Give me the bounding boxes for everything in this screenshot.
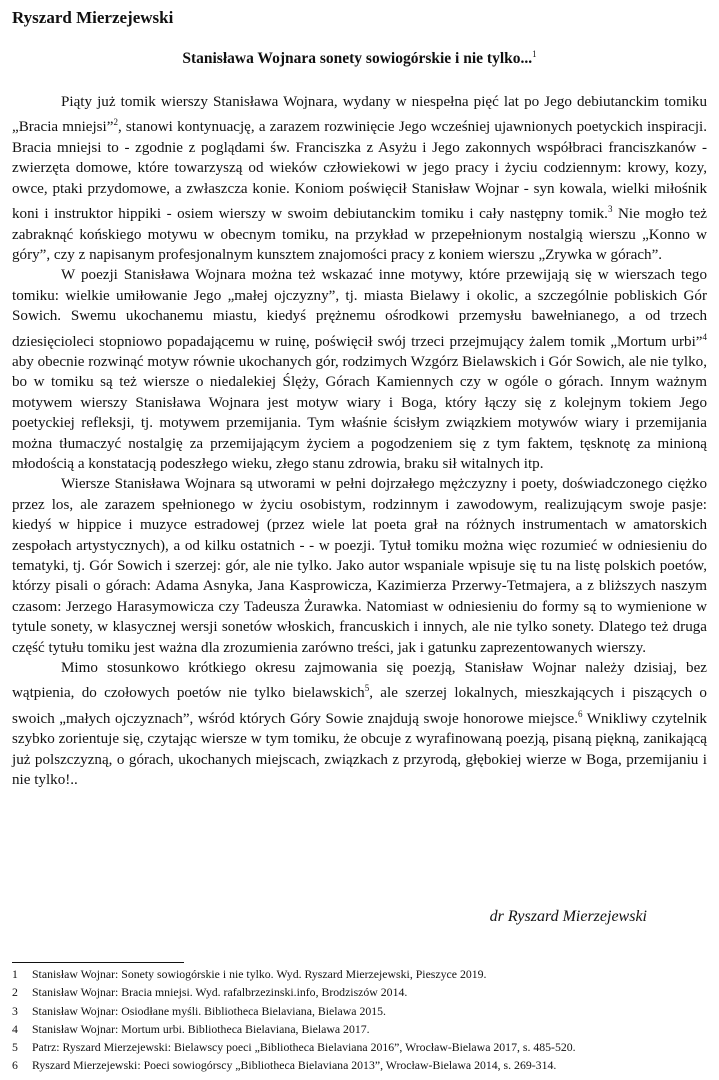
paragraph xyxy=(12,265,707,474)
footnote xyxy=(12,1002,707,1020)
footnote-text: Stanisław Wojnar: Mortum urbi. Bibliotheca Bielaviana, Bielawa 2017. xyxy=(32,1021,370,1036)
footnote-ref: 6 xyxy=(577,708,583,719)
footnote-ref: 4 xyxy=(702,331,707,342)
paragraph xyxy=(12,474,707,658)
text-run: Nie mogło też zabraknąć końskiego motywu w obecnym tomiku, na przykład w przepełnionym nostalgią wierszu „Konno w góry”, czy z napisanym profesjonalnym kunsztem znajomości pracy z koniem wierszu „Zrywka w górach”. xyxy=(12,206,707,263)
footnote xyxy=(12,1056,707,1074)
paragraph xyxy=(12,658,707,791)
footnote-number: 3 xyxy=(12,1003,18,1018)
footnote-number: 6 xyxy=(12,1058,18,1073)
footnote xyxy=(12,983,707,1001)
footnote-number: 4 xyxy=(12,1021,18,1036)
footnote-ref: 5 xyxy=(364,683,370,694)
signature: dr Ryszard Mierzejewski xyxy=(489,908,647,925)
text-run: , ale szerzej lokalnych, mieszkających i piszących o swoich „małych ojczyznach”, wśród których Góry Sowie znajdują swoje honorowe miejsce. xyxy=(12,685,707,727)
footnote-number: 1 xyxy=(12,967,18,981)
footnote-text: Patrz: Ryszard Mierzejewski: Bielawscy poeci „Bibliotheca Bielaviana 2016”, Wrocław-Bielawa 2017, s. 485-520. xyxy=(32,1040,576,1055)
footnote xyxy=(12,965,707,983)
article-body xyxy=(12,92,707,791)
title-text: Stanisława Wojnara sonety sowiogórskie i nie tylko... xyxy=(182,50,533,68)
text-run: , stanowi kontynuację, a zarazem rozwinięcie Jego wcześniej ujawnionych poetyckich inspiracji. Bracia mniejsi to - zgodnie z poglądami św. Franciszka z Asyżu i Jego zakonnych współbraci franciszkanów - zwierzęta domowe, które towarzyszą od wieków człowiekowi w jego pracy i życiu codziennym: krowy, kozy, owce, ptaki przydomowe, a zwłaszcza konie. Koniom poświęcił Stanisław Wojnar - syn kowala, wielki miłośnik koni i instruktor hippiki - osiem wierszy w swoim debiutanckim tomiku i cały następny tomik. xyxy=(12,119,707,223)
footnote-text: Ryszard Mierzejewski: Poeci sowiogórscy „Bibliotheca Bielaviana 2013”, Wrocław-Bielawa 2014, s. 269-314. xyxy=(32,1058,557,1073)
article-title xyxy=(12,49,707,68)
footnote-text: Stanisław Wojnar: Osiodłane myśli. Bibliotheca Bielaviana, Bielawa 2015. xyxy=(32,1003,386,1018)
text-run: W poezji Stanisława Wojnara można też wskazać inne motywy, które przewijają się w wierszach tego tomiku: wielkie umiłowanie Jego „małej ojczyzny”, tj. miasta Bielawy i okolic, a szczególnie pobliskich Gór Sowich. Swemu ukochanemu miastu, kiedyś prężnemu ośrodkowi przemysłu bawełnianego, a od trzech dziesięcioleci stopniowo popadającemu w ruinę, poświęcił swój trzeci przejmujący żalem tomik „Mortum urbi” xyxy=(12,267,707,350)
footnote-text: Stanisław Wojnar: Bracia mniejsi. Wyd. rafalbrzezinski.info, Brodziszów 2014. xyxy=(32,985,408,1000)
footnote-ref: 2 xyxy=(113,117,118,128)
author-header: Ryszard Mierzejewski xyxy=(12,8,174,27)
footnote-divider xyxy=(12,962,184,963)
footnote xyxy=(12,1020,707,1038)
text-run: Piąty już tomik wierszy Stanisława Wojnara, wydany w niespełna pięć lat po Jego debiutanckim tomiku „Bracia mniejsi” xyxy=(12,94,707,136)
title-footnote-ref: 1 xyxy=(532,49,537,59)
footnote-number: 5 xyxy=(12,1040,18,1055)
text-run: Wiersze Stanisława Wojnara są utworami w pełni dojrzałego mężczyzny i poety, doświadczonego ciężko przez los, ale zarazem spełnionego w życiu osobistym, rodzinnym i zawodowym, realizującym swoje pasje: kiedyś w hippice i muzyce estradowej (przez wiele lat poeta grał na różnych instrumentach w amatorskich zespołach artystycznych), a od kilku ostatnich - - w poezji. Tytuł tomiku można więc rozumieć w odniesieniu do tematyki, tj. Gór Sowich i szerzej: gór, ale nie tylko. Jako autor wspaniale wpisuje się tu na listę polskich poetów, którzy pisali o górach: Adama Asnyka, Jana Kasprowicza, Kazimierza Przerwy-Tetmajera, a z bliższych naszym czasom: Jerzego Harasymowicza czy Tadeusza Żurawka. Natomiast w odniesieniu do formy są to wymienione w tytule sonety, w klasycznej wersji sonetów włoskich, francuskich i innych, ale nie tylko sonety. Dlatego też druga część tytułu tomiku jest ważna dla zrozumienia zarówno treści, jak i gatunku zaprezentowanych wierszy. xyxy=(12,476,707,656)
paragraph xyxy=(12,92,707,265)
text-run: aby obecnie rozwinąć motyw równie ukochanych gór, rodzimych Wzgórz Bielawskich i Gór Sowich, ale nie tylko, bo w tomiku są też wiersze o niedalekiej Ślęży, Górach Kamiennych czy w ogóle o górach. Innym ważnym motywem wierszy Stanisława Wojnara jest motyw wiary i Boga, który łączy się z kolejnym tokiem Jego poetyckiej refleksji, tj. motywem przemijania. Tym właśnie ścisłym związkiem motywów wiary i przemijania można tłumaczyć nostalgię za przemijającym życiem a pogodzeniem się z tym faktem, tęsknotę za minioną młodością a konstatacją podeszłego wieku, złego stanu zdrowia, braku sił witalnych itp. xyxy=(12,353,707,472)
footnote-ref: 3 xyxy=(607,204,613,215)
footnote xyxy=(12,1038,707,1056)
text-run: Wnikliwy czytelnik szybko zorientuje się, czytając wiersze w tym tomiku, że obcuje z wyrafinowaną poezją, pisaną piękną, zanikającą już polszczyzną, o górach, ukochanych miejscach, związkach z przyrodą, głębokiej wierze w Boga, przemijaniu i nie tylko!.. xyxy=(12,710,707,789)
footnotes xyxy=(12,965,707,1075)
footnote-text: Stanisław Wojnar: Sonety sowiogórskie i nie tylko. Wyd. Ryszard Mierzejewski, Pieszyce 2019. xyxy=(32,967,487,981)
footnote-number: 2 xyxy=(12,985,18,1000)
text-run: Mimo stosunkowo krótkiego okresu zajmowania się poezją, Stanisław Wojnar należy dzisiaj, bez wątpienia, do czołowych poetów nie tylko bielawskich xyxy=(12,660,707,702)
